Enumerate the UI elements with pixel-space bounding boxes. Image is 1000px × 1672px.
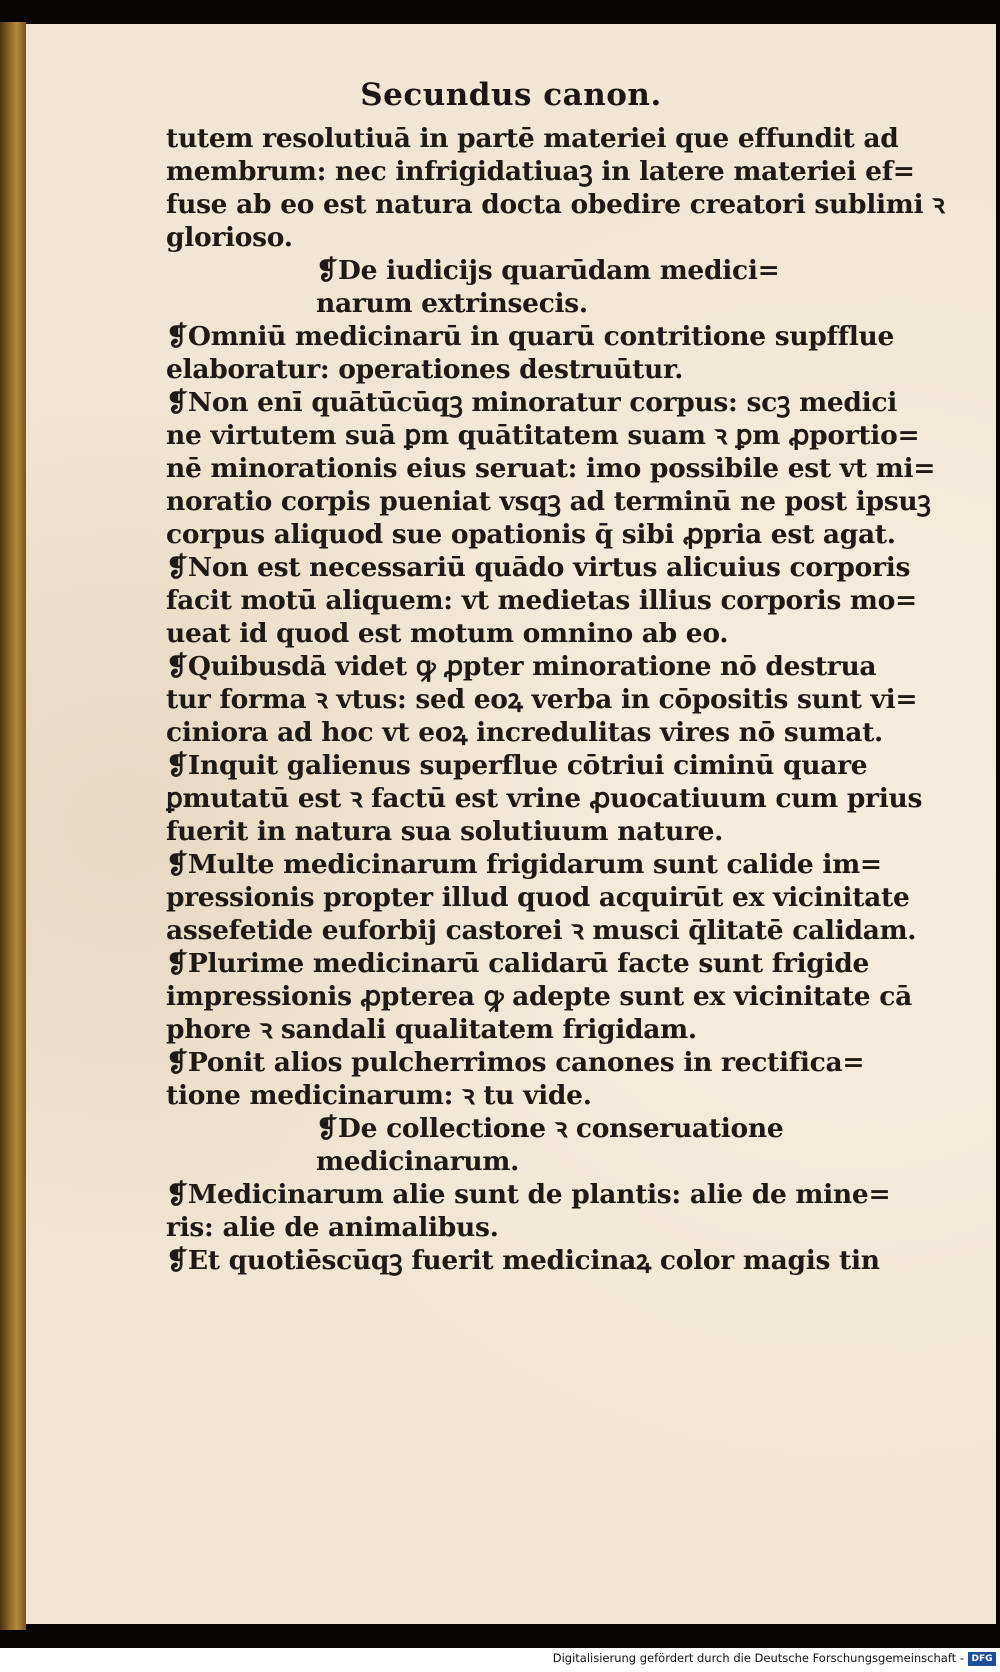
text-line: impressionis ꝓpterea ꝙ adepte sunt ex vicinitate cā — [166, 981, 912, 1012]
text-line: phore ꝛ sandali qualitatem frigidam. — [166, 1014, 697, 1045]
text-line: ❡Ponit alios pulcherrimos canones in rectifica= — [166, 1047, 865, 1078]
text-line: ❡Et quotiēscūqꝫ fuerit medicinaꝝ color magis tin — [166, 1245, 880, 1276]
section-heading-line: ❡De collectione ꝛ conseruatione — [316, 1113, 784, 1144]
footer-bar — [0, 1648, 1000, 1672]
text-line: membrum: nec infrigidatiuaꝫ in latere materiei ef= — [166, 156, 915, 187]
book-binding-edge — [0, 22, 26, 1630]
text-line: corpus aliquod sue opationis q̄ sibi ꝓpria est agat. — [166, 519, 896, 550]
section-heading-line: narum extrinsecis. — [316, 288, 588, 319]
text-line: tur forma ꝛ vtus: sed eoꝝ verba in cōpositis sunt vi= — [166, 684, 918, 715]
text-line: ❡Omniū medicinarū in quarū contritione supfflue — [166, 321, 895, 352]
text-line: assefetide euforbij castorei ꝛ musci q̄litatē calidam. — [166, 915, 917, 946]
text-line: glorioso. — [166, 222, 293, 253]
text-line: ❡Quibusdā videt ꝙ ꝓpter minoratione nō destrua — [166, 651, 877, 682]
text-line: tutem resolutiuā in partē materiei que effundit ad — [166, 123, 899, 154]
text-line: noratio corpis pueniat vsqꝫ ad terminū ne post ipsuꝫ — [166, 486, 931, 517]
book-page — [26, 24, 996, 1624]
text-line: fuse ab eo est natura docta obedire creatori sublimi ꝛ — [166, 189, 945, 220]
text-line: elaboratur: operationes destruūtur. — [166, 354, 684, 385]
text-line: ris: alie de animalibus. — [166, 1212, 499, 1243]
text-line: ❡Multe medicinarum frigidarum sunt calide im= — [166, 849, 882, 880]
text-line: ne virtutem suā ꝑm quātitatem suam ꝛ ꝑm ꝓportio= — [166, 420, 920, 451]
text-line: ꝑmutatū est ꝛ factū est vrine ꝓuocatiuum cum prius — [166, 783, 923, 814]
text-line: ❡Non est necessariū quādo virtus alicuius corporis — [166, 552, 911, 583]
section-heading-line: ❡De iudicijs quarūdam medici= — [316, 255, 780, 286]
dfg-logo-icon: DFG — [968, 1652, 996, 1666]
text-line: nē minorationis eius seruat: imo possibile est vt mi= — [166, 453, 936, 484]
section-heading-line: medicinarum. — [316, 1146, 520, 1177]
text-line: tione medicinarum: ꝛ tu vide. — [166, 1080, 592, 1111]
text-line: pressionis propter illud quod acquirūt ex vicinitate — [166, 882, 910, 913]
text-line: facit motū aliquem: vt medietas illius corporis mo= — [166, 585, 917, 616]
text-line: ❡Medicinarum alie sunt de plantis: alie de mine= — [166, 1179, 891, 1210]
text-line: ❡Inquit galienus superflue cōtriui ciminū quare — [166, 750, 868, 781]
text-line: ❡Plurime medicinarū calidarū facte sunt frigide — [166, 948, 870, 979]
running-head: Secundus canon. — [360, 77, 662, 113]
text-line: ❡Non enī quātūcūqꝫ minoratur corpus: scꝫ medici — [166, 387, 897, 418]
text-line: fuerit in natura sua solutiuum nature. — [166, 816, 724, 847]
funding-credit: Digitalisierung gefördert durch die Deutsche Forschungsgemeinschaft - — [552, 1651, 964, 1665]
text-block — [166, 122, 946, 1277]
text-line: ueat id quod est motum omnino ab eo. — [166, 618, 729, 649]
text-line: ciniora ad hoc vt eoꝝ incredulitas vires nō sumat. — [166, 717, 883, 748]
